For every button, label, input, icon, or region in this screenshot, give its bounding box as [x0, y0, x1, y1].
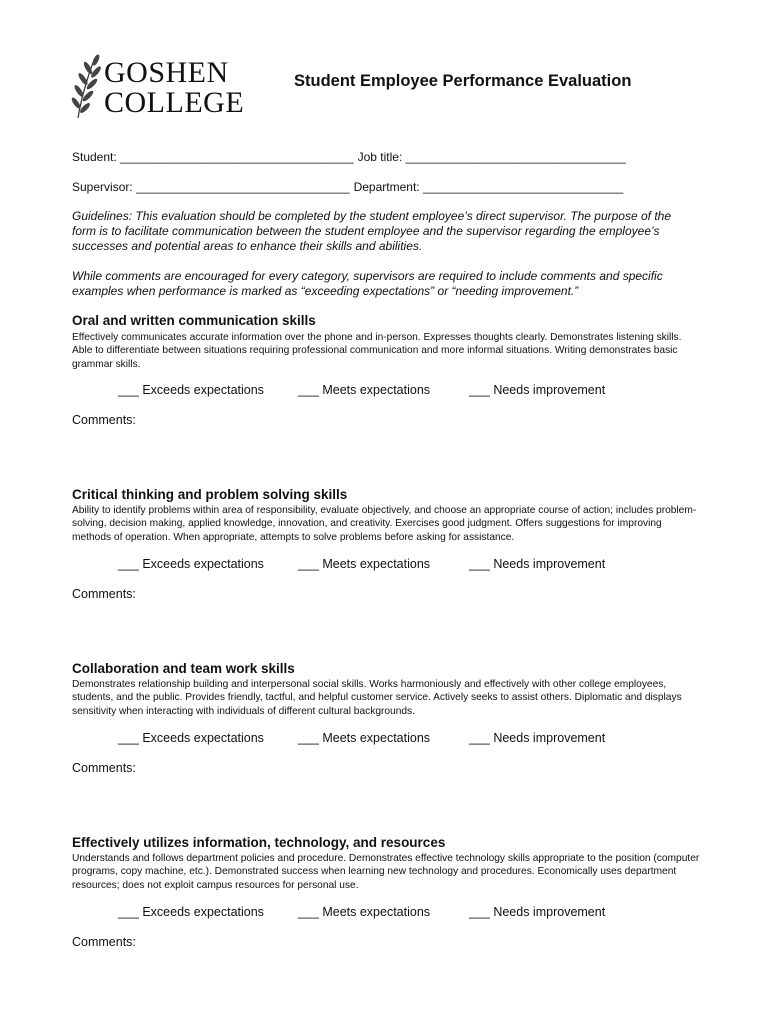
rating-options [0, 731, 770, 747]
rating-options [0, 905, 770, 921]
rating-needs-improvement-option[interactable]: ___ Needs improvement [469, 557, 606, 571]
logo-text-goshen: GOSHEN [104, 56, 229, 89]
rating-needs-improvement-option[interactable]: ___ Needs improvement [469, 731, 606, 745]
rating-exceeds-option[interactable]: ___ Exceeds expectations [118, 383, 264, 397]
section-description: Effectively communicates accurate information over the phone and in-person. Expresses thoughts clearly. Demonstrates listening skills. Able to differentiate between situations requiring professional communication and more informal situations. Writing demonstrates basic grammar skills. [72, 332, 682, 370]
olive-branch-icon [70, 54, 104, 122]
rating-options [0, 557, 770, 573]
logo-text-college: COLLEGE [104, 86, 245, 119]
rating-exceeds-option[interactable]: ___ Exceeds expectations [118, 731, 264, 745]
guidelines-paragraph: Guidelines: This evaluation should be completed by the student employee’s direct supervisor. The purpose of the form is to facilitate communication between the student employee and the supervisor regarding the employee’s successes and potential areas to enhance their skills and abilities. [72, 209, 672, 253]
section-description: Demonstrates relationship building and interpersonal social skills. Works harmoniously and effectively with other college employees, students, and the public. Provides friendly, tactful, and helpful customer service. Actively seeks to assist others. Diplomatic and displays sensitivity when interacting with individuals of different cultural backgrounds. [72, 679, 682, 717]
section-title: Critical thinking and problem solving skills [72, 487, 348, 502]
supervisor-department-row [72, 180, 623, 194]
goshen-college-logo [70, 54, 260, 122]
student-jobtitle-row [72, 150, 626, 164]
student-field[interactable]: Student: ___________________________________ [72, 150, 354, 164]
section-title: Effectively utilizes information, technology, and resources [72, 835, 446, 850]
job-title-field[interactable]: Job title: _________________________________ [357, 150, 626, 164]
section-description: Understands and follows department policies and procedure. Demonstrates effective technology skills appropriate to the position (computer programs, copy machine, etc.). Demonstrated success when learning new technology and procedures. Economically uses department resources; does not exploit campus resources for personal use. [72, 853, 700, 891]
rating-options [0, 383, 770, 399]
rating-meets-option[interactable]: ___ Meets expectations [298, 905, 431, 919]
comments-label[interactable]: Comments: [72, 413, 136, 427]
rating-meets-option[interactable]: ___ Meets expectations [298, 557, 431, 571]
rating-meets-option[interactable]: ___ Meets expectations [298, 731, 431, 745]
page-title: Student Employee Performance Evaluation [294, 72, 632, 90]
rating-needs-improvement-option[interactable]: ___ Needs improvement [469, 905, 606, 919]
rating-needs-improvement-option[interactable]: ___ Needs improvement [469, 383, 606, 397]
rating-exceeds-option[interactable]: ___ Exceeds expectations [118, 905, 264, 919]
comments-label[interactable]: Comments: [72, 935, 136, 949]
section-title: Collaboration and team work skills [72, 661, 295, 676]
rating-exceeds-option[interactable]: ___ Exceeds expectations [118, 557, 264, 571]
comments-label[interactable]: Comments: [72, 761, 136, 775]
section-description: Ability to identify problems within area of responsibility, evaluate objectively, and choose an appropriate course of action; includes problem-solving, decision making, applied knowledge, innovation, and creativity. Exercises good judgment. Offers suggestions for improving methods of operation. When appropriate, attempts to solve problems before asking for assistance. [72, 505, 697, 543]
section-title: Oral and written communication skills [72, 313, 316, 328]
comments-requirement-paragraph: While comments are encouraged for every category, supervisors are required to include comments and specific examples when performance is marked as “exceeding expectations” or “needing improvement.” [72, 269, 663, 298]
rating-meets-option[interactable]: ___ Meets expectations [298, 383, 431, 397]
supervisor-field[interactable]: Supervisor: ________________________________ [72, 180, 350, 194]
comments-label[interactable]: Comments: [72, 587, 136, 601]
department-field[interactable]: Department: ______________________________ [353, 180, 624, 194]
